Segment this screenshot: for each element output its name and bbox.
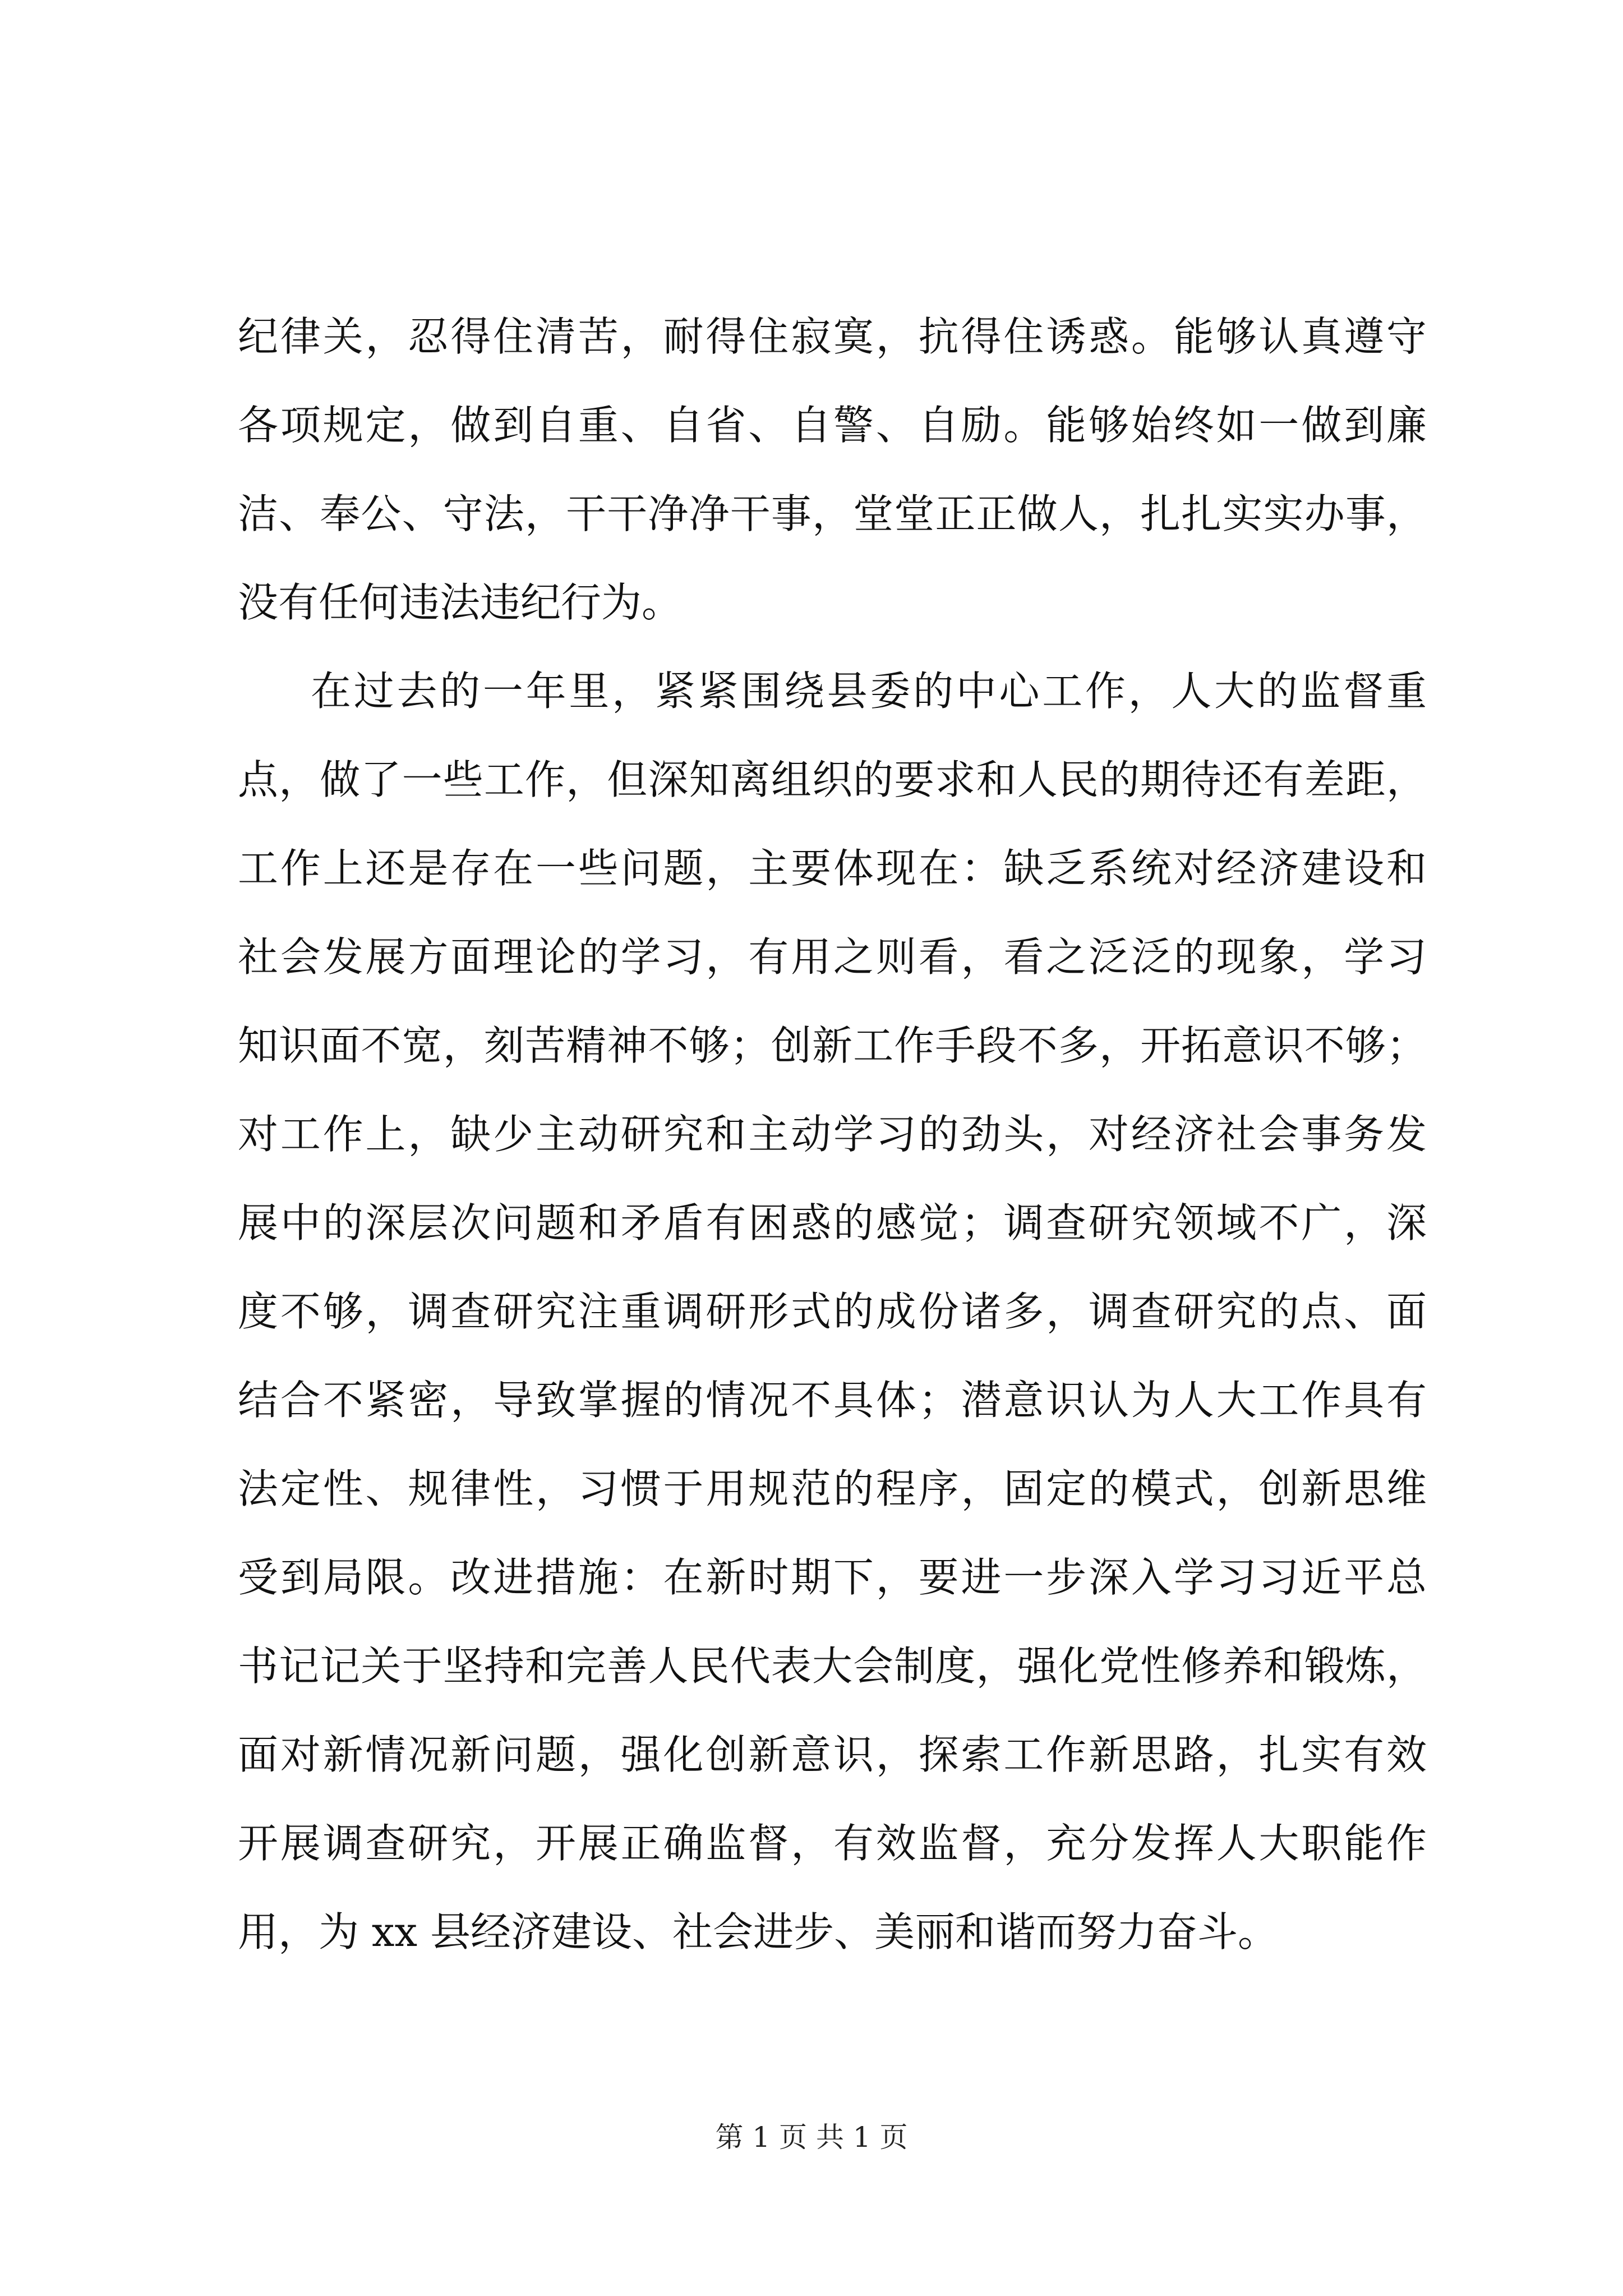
- paragraph-1-line-3: 洁、奉公、守法，干干净净干事，堂堂正正做人，扎扎实实办事，: [238, 490, 1427, 537]
- paragraph-2-line-6: 对工作上，缺少主动研究和主动学习的劲头，对经济社会事务发: [238, 1111, 1427, 1158]
- paragraph-2-line-2: 点，做了一些工作，但深知离组织的要求和人民的期待还有差距，: [238, 756, 1427, 803]
- paragraph-2-line-12: 书记记关于坚持和完善人民代表大会制度，强化党性修养和锻炼，: [238, 1642, 1427, 1690]
- paragraph-2-line-10: 法定性、规律性，习惯于用规范的程序，固定的模式，创新思维: [238, 1465, 1427, 1512]
- paragraph-2-line-8: 度不够，调查研究注重调研形式的成份诸多，调查研究的点、面: [238, 1288, 1427, 1335]
- paragraph-1-line-2: 各项规定，做到自重、自省、自警、自励。能够始终如一做到廉: [238, 402, 1427, 449]
- paragraph-2-line-7: 展中的深层次问题和矛盾有困惑的感觉；调查研究领域不广，深: [238, 1199, 1427, 1246]
- paragraph-2-line-15: 用，为 xx 县经济建设、社会进步、美丽和谐而努力奋斗。: [238, 1908, 1278, 1955]
- paragraph-2-line-1: 在过去的一年里，紧紧围绕县委的中心工作，人大的监督重: [311, 668, 1427, 715]
- paragraph-1-line-1: 纪律关，忍得住清苦，耐得住寂寞，抗得住诱惑。能够认真遵守: [238, 313, 1427, 360]
- paragraph-2-line-11: 受到局限。改进措施：在新时期下，要进一步深入学习习近平总: [238, 1554, 1427, 1601]
- paragraph-2-line-14: 开展调查研究，开展正确监督，有效监督，充分发挥人大职能作: [238, 1820, 1427, 1867]
- paragraph-2-line-4: 社会发展方面理论的学习，有用之则看，看之泛泛的现象，学习: [238, 933, 1427, 981]
- paragraph-2-line-9: 结合不紧密，导致掌握的情况不具体；潜意识认为人大工作具有: [238, 1377, 1427, 1424]
- paragraph-2-line-3: 工作上还是存在一些问题，主要体现在：缺乏系统对经济建设和: [238, 845, 1427, 892]
- paragraph-2-line-5: 知识面不宽，刻苦精神不够；创新工作手段不多，开拓意识不够；: [238, 1022, 1427, 1069]
- page-number-footer: 第 1 页 共 1 页: [715, 2121, 908, 2154]
- paragraph-2-line-13: 面对新情况新问题，强化创新意识，探索工作新思路，扎实有效: [238, 1731, 1427, 1778]
- paragraph-1-line-4: 没有任何违法违纪行为。: [238, 579, 683, 626]
